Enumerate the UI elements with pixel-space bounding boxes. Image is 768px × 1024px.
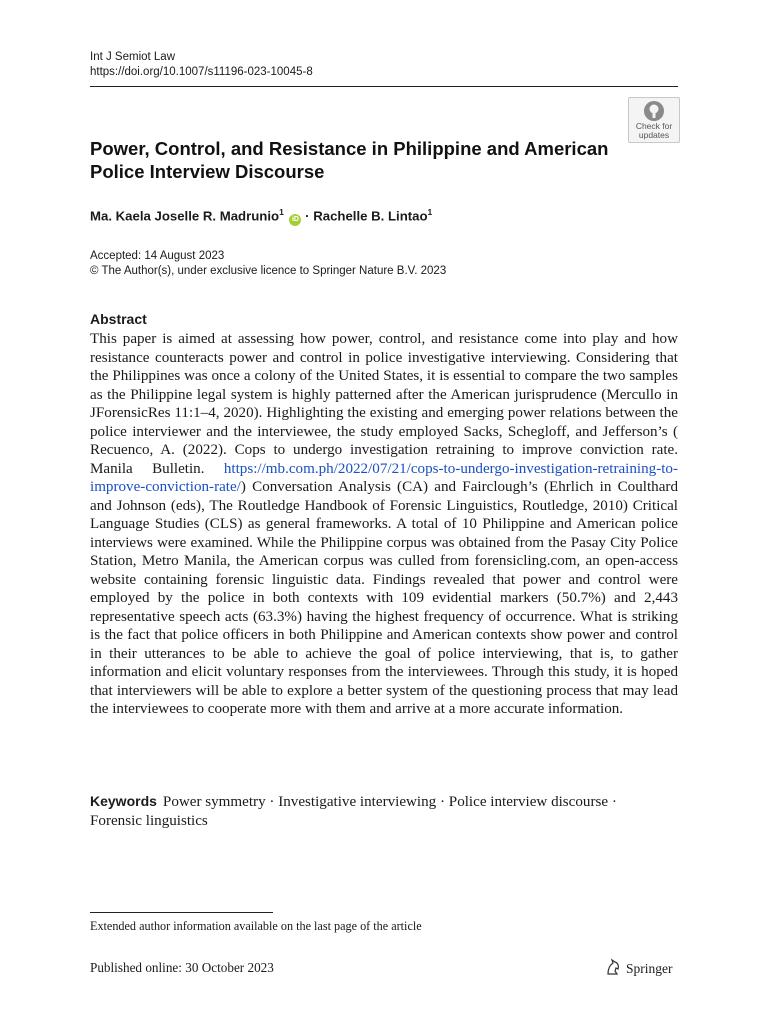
springer-horse-icon [604, 958, 622, 976]
copyright-line: © The Author(s), under exclusive licence to Springer Nature B.V. 2023 [90, 265, 447, 277]
doi-link[interactable]: https://doi.org/10.1007/s11196-023-10045-8 [90, 66, 313, 78]
author-1-affiliation: 1 [279, 207, 284, 217]
springer-name: Springer [626, 961, 673, 976]
updates-label: updates [638, 130, 670, 140]
keywords-list: Power symmetry · Investigative interviewing · Police interview discourse · Forensic linguistics [90, 794, 617, 829]
springer-logo [604, 958, 673, 977]
manila-bulletin-link[interactable]: https://mb.com.ph/2022/07/21/cops-to-undergo-investigation-retraining-to-improve-conviction-rate/ [90, 460, 678, 495]
check-for-updates-badge[interactable] [628, 97, 680, 143]
abstract-heading: Abstract [90, 311, 147, 327]
footnote: Extended author information available on the last page of the article [90, 919, 422, 933]
author-list [90, 207, 432, 226]
check-for-label: Check for [635, 121, 673, 131]
article-dates [90, 249, 446, 279]
keywords-section [90, 792, 650, 831]
article-title: Power, Control, and Resistance in Philippine and American Police Interview Discourse [90, 138, 609, 182]
author-2-affiliation: 1 [427, 207, 433, 217]
journal-header [90, 50, 313, 80]
keywords-label: Keywords [90, 793, 157, 809]
orcid-icon[interactable]: iD [289, 214, 301, 226]
footnote-rule [90, 912, 273, 913]
check-for-updates-icon [643, 100, 665, 122]
abstract-text [90, 330, 678, 719]
author-separator: · [301, 208, 314, 224]
abstract-text-part-2: ) Conversation Analysis (CA) and Fairclough’s (Ehrlich in Coulthard and Johnson (eds), The Routledge Handbook of Forensic Linguistics, Routledge, 2010) Critical Language Studies (CLS) as general frameworks. A total of 10 Philippine and American police interviews were examined. While the Philippine corpus was obtained from the Pasay City Police Station, Metro Manila, the American corpus was culled from forensicling.com, an open-access website containing forensic linguistic data. Findings revealed that power and control were employed by the police in both contexts with 109 evidential markers (50.7%) and 2,443 representative speech acts (63.3%) having the highest frequency of occurrence. What is striking is the fact that police officers in both Philippine and American contexts show power and control in their utterances to be able to achieve the goal of police interviewing, that is, to gather information and elicit voluntary responses from the interviewees. Through this study, it is hoped that interviewers will be able to explore a better system of the questioning process that may lead the interviewees to cooperate more with them and arrive at a more accurate information. [90, 479, 678, 717]
published-date: Published online: 30 October 2023 [90, 960, 274, 975]
abstract-text-part-1: This paper is aimed at assessing how power, control, and resistance come into play and how resistance counteracts power and control in police investigative interviewing. Considering that the Philippines was once a colony of the United States, it is essential to compare the two samples as the Philippine legal system is highly patterned after the American jurisprudence (Mercullo in JForensicRes 11:1–4, 2020). Highlighting the existing and emerging power relations between the police interviewer and the interviewee, the study employed Sacks, Schegloff, and Jefferson’s ( Recuenco, A. (2022). Cops to undergo investigation retraining to improve conviction rate. Manila Bulletin. [90, 331, 678, 477]
header-rule [90, 86, 678, 87]
accepted-date: Accepted: 14 August 2023 [90, 250, 225, 262]
author-2-name[interactable]: Rachelle B. Lintao [313, 208, 428, 224]
journal-name: Int J Semiot Law [90, 51, 176, 63]
author-1-name[interactable]: Ma. Kaela Joselle R. Madrunio [90, 208, 280, 224]
